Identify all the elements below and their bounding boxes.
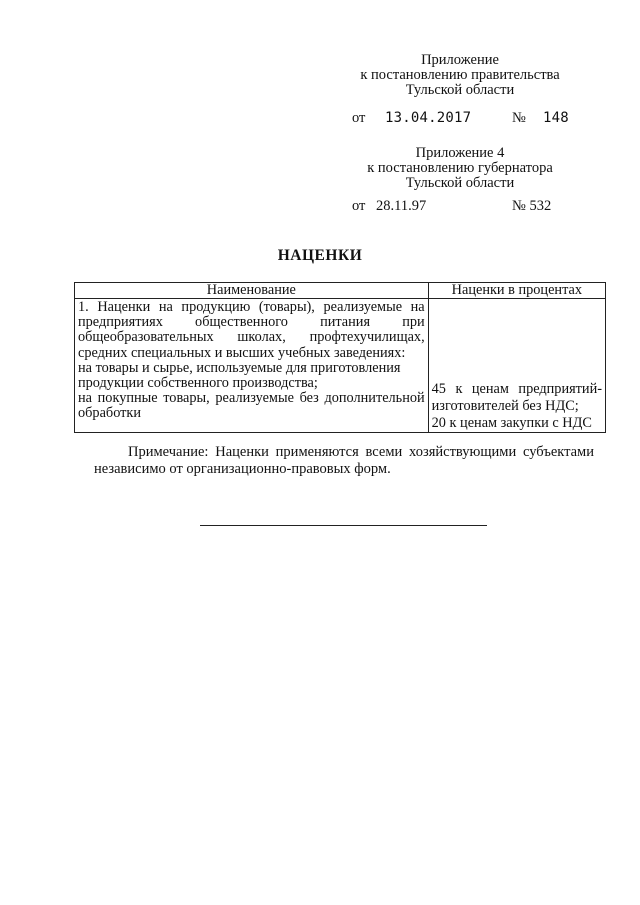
- name-line: общеобразовательных школах, профтехучилищах,: [78, 329, 425, 346]
- decree-date: 28.11.97: [376, 198, 427, 214]
- name-line: на товары и сырье, используемые для приготовления: [78, 359, 401, 376]
- name-line: 1. Наценки на продукцию (товары), реализуемые на: [78, 299, 425, 315]
- appendix-header-secondary: [330, 146, 590, 191]
- document-title: НАЦЕНКИ: [277, 247, 363, 264]
- note-line: независимо от организационно-правовых форм.: [94, 461, 391, 477]
- number-label: №: [512, 110, 526, 126]
- appendix-reference: к постановлению правительства: [360, 67, 560, 83]
- appendix-region: Тульской области: [405, 82, 515, 98]
- appendix-header-primary: [330, 53, 590, 98]
- from-label: от: [352, 198, 366, 214]
- table-header-row: [75, 283, 606, 299]
- name-line: на покупные товары, реализуемые без дополнительной: [78, 390, 425, 407]
- table-row: [75, 299, 606, 433]
- from-label: от: [352, 110, 366, 126]
- name-line: продукции собственного производства;: [78, 375, 318, 392]
- decree-number: № 532: [512, 198, 552, 214]
- name-cell: [75, 299, 429, 433]
- note-line: Примечание: Наценки применяются всеми хозяйствующими субъектами: [128, 444, 594, 460]
- name-line: обработки: [78, 405, 141, 422]
- percent-line: 20 к ценам закупки с НДС: [431, 415, 592, 431]
- appendix-reference: к постановлению губернатора: [367, 160, 553, 176]
- percent-line: изготовителей без НДС;: [431, 398, 579, 414]
- percent-line: 45 к ценам предприятий-: [431, 381, 602, 397]
- closing-divider: [200, 525, 487, 526]
- column-header-percent: Наценки в процентах: [428, 283, 605, 299]
- column-header-name: Наименование: [75, 283, 429, 299]
- resolution-number: 148: [543, 110, 569, 126]
- appendix-title: Приложение 4: [415, 145, 505, 161]
- name-line: средних специальных и высших учебных заведениях:: [78, 344, 406, 361]
- note-paragraph: [94, 444, 594, 478]
- resolution-date: 13.04.2017: [385, 110, 472, 126]
- appendix-title: Приложение: [421, 52, 499, 68]
- percent-cell: [428, 299, 605, 433]
- name-line: предприятиях общественного питания при: [78, 314, 425, 331]
- markup-table: [74, 282, 606, 433]
- appendix-region: Тульской области: [405, 175, 515, 191]
